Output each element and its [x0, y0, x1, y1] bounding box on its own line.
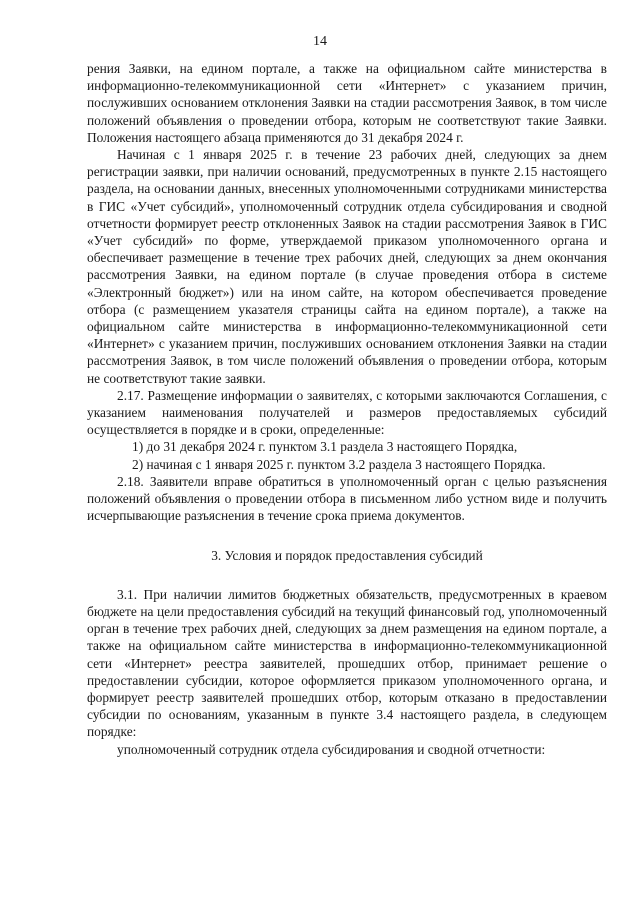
section-heading: 3. Условия и порядок предоставления субсидий	[211, 548, 483, 564]
paragraph-responsible-employee: уполномоченный сотрудник отдела субсидирования и сводной отчетности:	[117, 741, 546, 757]
paragraph-2-18: 2.18. Заявители вправе обратиться в уполномоченный орган с целью разъяснения положений объявления о проведении отбора в письменном либо устном виде и получить исчерпывающие разъяснения в течение срока приема документов.	[87, 473, 607, 524]
paragraph-2-17: 2.17. Размещение информации о заявителях, с которыми заключаются Соглашения, с указанием наименования получателей и размеров предоставляемых субсидий осуществляется в порядке и в сроки, определенные:	[87, 387, 607, 438]
document-body	[87, 60, 607, 758]
list-item-2: 2) начиная с 1 января 2025 г. пунктом 3.2 раздела 3 настоящего Порядка.	[132, 456, 546, 472]
paragraph-3-1: 3.1. При наличии лимитов бюджетных обязательств, предусмотренных в краевом бюджете на цели предоставления субсидий на текущий финансовый год, уполномоченный орган в течение трех рабочих дней, следующих за днем размещения на едином портале, а также на официальном сайте министерства в информационно-телекоммуникационной сети «Интернет» реестра заявителей, прошедших отбор, принимает решение о предоставлении субсидии, которое оформляется приказом уполномоченного органа, и формирует реестр заявителей прошедших отбор, которым отказано в предоставлении субсидии по основаниям, указанным в пункте 3.4 настоящего раздела, в следующем порядке:	[87, 586, 607, 740]
page-number: 14	[313, 34, 327, 49]
paragraph-continuation: рения Заявки, на едином портале, а также на официальном сайте министерства в информационно-телекоммуникационной сети «Интернет» с указанием причин, послуживших основанием отклонения Заявки на стадии рассмотрения Заявок, в том числе положений объявления о проведении отбора, которым не соответствуют такие Заявки. Положения настоящего абзаца применяются до 31 декабря 2024 г.	[87, 61, 607, 145]
paragraph-2025-rejection-registry: Начиная с 1 января 2025 г. в течение 23 рабочих дней, следующих за днем регистрации заявки, при наличии оснований, предусмотренных в пункте 2.15 настоящего раздела, на основании данных, внесенных уполномоченными сотрудниками министерства в ГИС «Учет субсидий», уполномоченный сотрудник отдела субсидирования и сводной отчетности формирует реестр отклоненных Заявок на стадии рассмотрения Заявок в ГИС «Учет субсидий» по форме, утверждаемой приказом уполномоченного органа и обеспечивает размещение в течение трех рабочих дней, следующих за днем окончания рассмотрения Заявки, на едином портале (в случае проведения отбора в системе «Электронный бюджет») или на ином сайте, на котором обеспечивается проведение отбора (с размещением указателя страницы сайта на едином портале), а также на официальном сайте министерства в информационно-телекоммуникационной сети «Интернет» с указанием причин, послуживших основанием отклонения Заявки на стадии рассмотрения Заявок, в том числе положений объявления о проведении отбора, которым не соответствуют такие заявки.	[87, 147, 607, 386]
list-item-1: 1) до 31 декабря 2024 г. пунктом 3.1 раздела 3 настоящего Порядка,	[132, 439, 518, 455]
